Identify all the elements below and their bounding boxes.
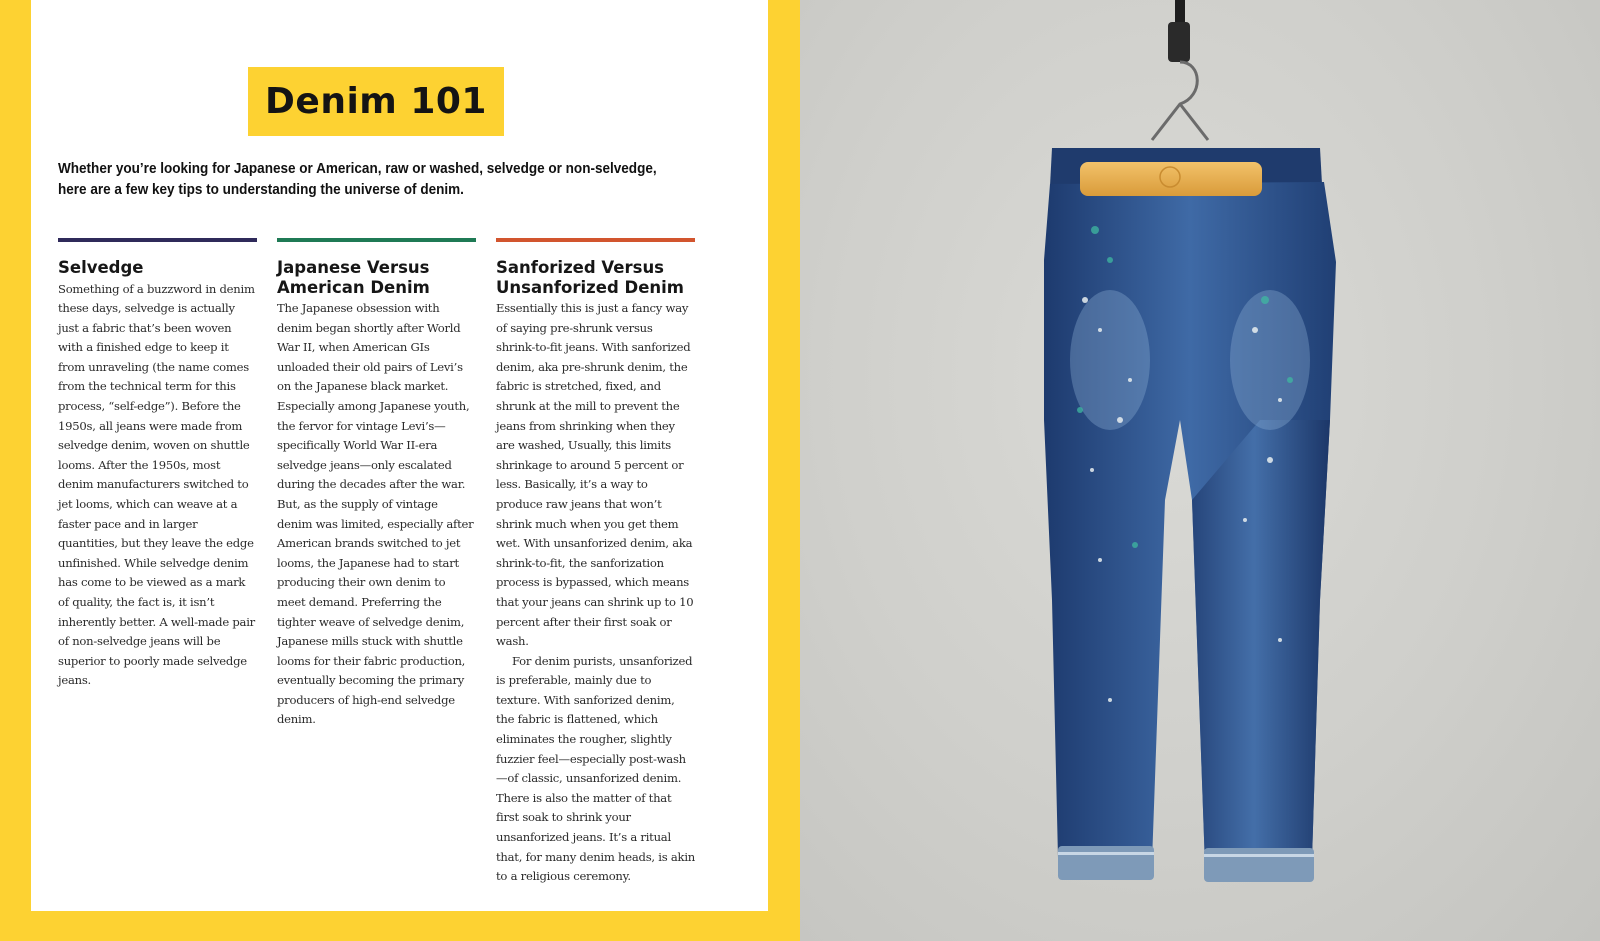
jeans-photo: [800, 0, 1600, 941]
body-japanese-american: [277, 299, 476, 730]
right-leg: [1192, 420, 1330, 866]
left-cuff-selvedge: [1058, 852, 1154, 855]
column-sanforized: [496, 238, 695, 887]
rule-selvedge: [58, 238, 257, 242]
page-title: Denim 101: [265, 81, 487, 122]
heading-sanforized: Sanforized Versus Unsanforized Denim: [496, 258, 684, 297]
fade-right: [1230, 290, 1310, 430]
body-sanforized: [496, 299, 695, 887]
paragraph: Essentially this is just a fancy way of saying pre-shrunk versus shrink-to-fit jeans. With sanforized denim, aka pre-shrunk denim, the fabric is stretched, fixed, and shrunk at the mill to prevent the jeans from shrinking when they are washed, Usually, this limits shrinkage to around 5 percent or less. Basically, it’s a way to produce raw jeans that won’t shrink much when you get them wet. With unsanforized denim, aka shrink-to-fit, the sanforization process is bypassed, which means that your jeans can shrink up to 10 percent after their first soak or wash.: [496, 301, 694, 649]
rule-sanforized: [496, 238, 695, 242]
jeans-illustration: [800, 0, 1600, 941]
title-box: [248, 67, 504, 136]
paragraph: The Japanese obsession with denim began shortly after World War II, when American GIs unloaded their old pairs of Levi’s on the Japanese black market. Especially among Japanese youth, the fervor for vintage Levi’s—specifically World War II-era selvedge jeans—only escalated during the decades after the war. But, as the supply of vintage denim was limited, especially after American brands switched to jet looms, the Japanese had to start producing their own denim to meet demand. Preferring the tighter weave of selvedge denim, Japanese mills stuck with shuttle looms for their fabric production, eventually becoming the primary producers of high-end selvedge denim.: [277, 301, 474, 727]
left-cuff: [1058, 846, 1154, 880]
body-selvedge: [58, 280, 257, 691]
paragraph: For denim purists, unsanforized is preferable, mainly due to texture. With sanforized denim, the fabric is flattened, which eliminates the rougher, slightly fuzzier feel—especially post-wash—of classic, unsanforized denim. There is also the matter of that first soak to shrink your unsanforized jeans. It’s a ritual that, for many denim heads, is akin to a religious ceremony.: [496, 653, 695, 884]
intro-text: Whether you’re looking for Japanese or American, raw or washed, selvedge or non-selvedge, here are a few key tips to understanding the universe of denim.: [58, 161, 657, 198]
column-japanese-american: [277, 238, 476, 730]
content-panel: [31, 0, 768, 911]
rule-japanese: [277, 238, 476, 242]
heading-selvedge: Selvedge: [58, 258, 144, 277]
hook-icon: [1168, 22, 1190, 62]
right-cuff: [1204, 848, 1314, 882]
right-cuff-selvedge: [1204, 854, 1314, 857]
heading-japanese-american: Japanese Versus American Denim: [277, 258, 430, 297]
hanger-wire: [1152, 62, 1208, 140]
column-selvedge: [58, 238, 257, 691]
paragraph: Something of a buzzword in denim these days, selvedge is actually just a fabric that’s been woven with a finished edge to keep it from unraveling (the name comes from the technical term for this process, “self-edge”). Before the 1950s, all jeans were made from selvedge denim, woven on shuttle looms. After the 1950s, most denim manufacturers switched to jet looms, which can weave at a faster pace and in larger quantities, but they leave the edge unfinished. While selvedge denim has come to be viewed as a mark of quality, the fact is, it isn’t inherently better. A well-made pair of non-selvedge jeans will be superior to poorly made selvedge jeans.: [58, 281, 255, 688]
